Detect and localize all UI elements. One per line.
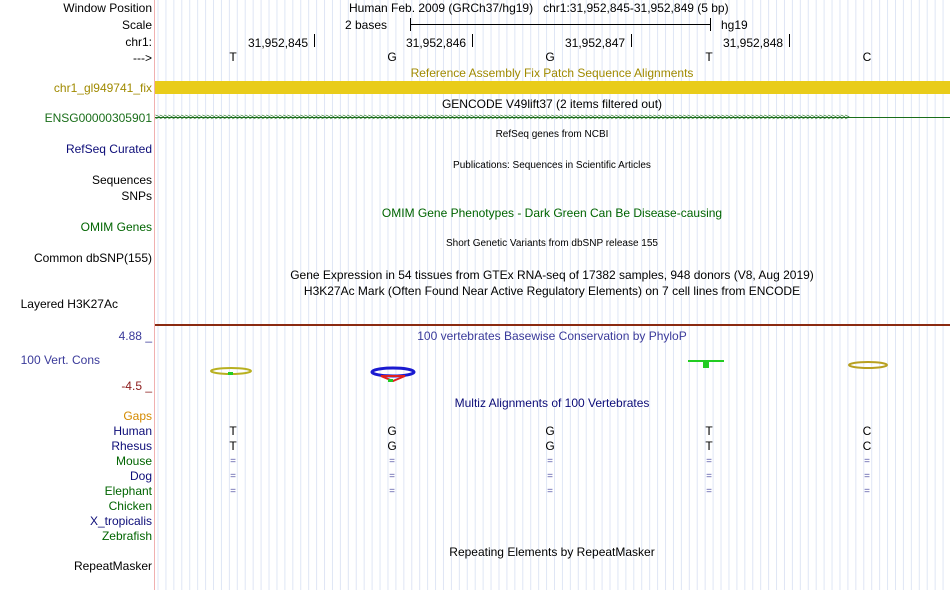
track-label-repeatmasker[interactable]: RepeatMasker [73, 559, 152, 573]
track-labels-panel [0, 0, 154, 590]
scale-bar-left-tick [410, 18, 411, 31]
aligned-base: T [705, 439, 713, 453]
aligned-base: C [862, 439, 872, 453]
phylop-min-label: -4.5 _ [121, 379, 152, 393]
phylop-max-label: 4.88 _ [118, 329, 152, 343]
track-label-cons[interactable]: 100 Vert. Cons [20, 353, 100, 367]
species-label-rhesus: Rhesus [111, 439, 152, 453]
repeatmasker-track-title: Repeating Elements by RepeatMasker [449, 545, 655, 559]
position-label: chr1:31,952,845-31,952,849 (5 bp) [543, 1, 729, 15]
aligned-base: = [864, 456, 870, 467]
gene-strand-arrows[interactable]: >>>>>>>>>>>>>>>>>>>>>>>>>>>>>>>>>>>>>>>>>>>>>>>>>>>>>>>>>>>>>>>>>>>>>>>>>>>>>>>>>>>>>>>>>>>>>>>>>>>>>>>>>>>>>>>>>>>>>>>>>>>>>>>>>>>>>>>>>>>>>>>>>>>>>>>>>>>>>>>>>>> [155, 112, 849, 122]
aligned-base: G [545, 424, 555, 438]
label-scale: Scale [121, 18, 152, 32]
species-label-elephant: Elephant [104, 484, 152, 498]
species-label-human: Human [113, 424, 152, 438]
aligned-base: = [230, 486, 236, 497]
species-label-chicken: Chicken [108, 499, 152, 513]
track-label-fix-patch[interactable]: chr1_gl949741_fix [53, 81, 152, 95]
track-label-dbsnp[interactable]: Common dbSNP(155) [33, 251, 152, 265]
ref-base: G [545, 50, 555, 64]
aligned-base: G [387, 439, 397, 453]
fix-patch-alignment-bar[interactable] [155, 81, 950, 94]
phylop-logo-glyphs[interactable] [155, 352, 950, 386]
track-label-refseq[interactable]: RefSeq Curated [65, 142, 152, 156]
aligned-base: = [547, 456, 553, 467]
aligned-base: = [864, 486, 870, 497]
coord-tick [631, 34, 632, 47]
refseq-track-title: RefSeq genes from NCBI [495, 129, 609, 140]
label-chrom: chr1: [125, 35, 152, 49]
aligned-base: = [230, 456, 236, 467]
scale-bar [410, 24, 710, 25]
coord-label: 31,952,848 [723, 36, 784, 50]
aligned-base: C [862, 424, 872, 438]
coord-label: 31,952,847 [565, 36, 626, 50]
scale-text: 2 bases [345, 18, 388, 32]
coord-tick [789, 34, 790, 47]
aligned-base: G [387, 424, 397, 438]
ref-base: G [387, 50, 397, 64]
ref-base: T [705, 50, 713, 64]
aligned-base: T [229, 424, 237, 438]
coord-label: 31,952,846 [406, 36, 467, 50]
label-window-position: Window Position [63, 1, 152, 15]
h3k27ac-track-title: H3K27Ac Mark (Often Found Near Active Regulatory Elements) on 7 cell lines from ENCODE [303, 284, 801, 298]
aligned-base: = [389, 486, 395, 497]
aligned-base: T [705, 424, 713, 438]
track-label-sequences[interactable]: Sequences [91, 173, 152, 187]
coord-tick [472, 34, 473, 47]
species-label-dog: Dog [129, 469, 152, 483]
scale-bar-right-tick [710, 18, 711, 31]
aligned-base: = [389, 471, 395, 482]
species-label-mouse: Mouse [115, 454, 152, 468]
coord-tick [314, 34, 315, 47]
aligned-base: T [229, 439, 237, 453]
coord-label: 31,952,845 [248, 36, 309, 50]
species-label-zebrafish: Zebrafish [101, 529, 152, 543]
aligned-base: = [547, 471, 553, 482]
db-label: hg19 [721, 18, 748, 32]
track-label-h3k27ac[interactable]: Layered H3K27Ac [20, 297, 118, 311]
aligned-base: = [706, 486, 712, 497]
aligned-base: = [706, 471, 712, 482]
label-strand: ---> [133, 51, 152, 65]
assembly-label: Human Feb. 2009 (GRCh37/hg19) chr1:31,952,845-31,952,849 (5 bp) [349, 1, 729, 15]
track-separator [155, 324, 950, 326]
aligned-base: = [230, 471, 236, 482]
track-label-gencode-gene[interactable]: ENSG00000305901 [44, 111, 152, 125]
browser-image-panel[interactable] [155, 0, 950, 590]
dbsnp-track-title: Short Genetic Variants from dbSNP release 155 [446, 238, 658, 249]
fix-patch-track-title: Reference Assembly Fix Patch Sequence Alignments [410, 66, 694, 80]
pubs-track-title: Publications: Sequences in Scientific Articles [453, 160, 651, 171]
aligned-base: = [706, 456, 712, 467]
gencode-track-title: GENCODE V49lift37 (2 items filtered out) [441, 97, 663, 111]
aligned-base: = [547, 486, 553, 497]
ref-base: C [862, 50, 872, 64]
phylop-track-title: 100 vertebrates Basewise Conservation by PhyloP [417, 329, 687, 343]
aligned-base: = [864, 471, 870, 482]
track-label-snps[interactable]: SNPs [121, 189, 152, 203]
ref-base: T [229, 50, 237, 64]
species-label-x-tropicalis: X_tropicalis [89, 514, 152, 528]
track-label-gaps[interactable]: Gaps [123, 409, 152, 423]
multiz-track-title: Multiz Alignments of 100 Vertebrates [454, 396, 650, 410]
omim-track-title: OMIM Gene Phenotypes - Dark Green Can Be Disease-causing [381, 206, 723, 220]
track-label-omim[interactable]: OMIM Genes [80, 220, 152, 234]
aligned-base: G [545, 439, 555, 453]
aligned-base: = [389, 456, 395, 467]
gtex-track-title: Gene Expression in 54 tissues from GTEx RNA-seq of 17382 samples, 948 donors (V8, Aug 2019) [290, 268, 814, 282]
